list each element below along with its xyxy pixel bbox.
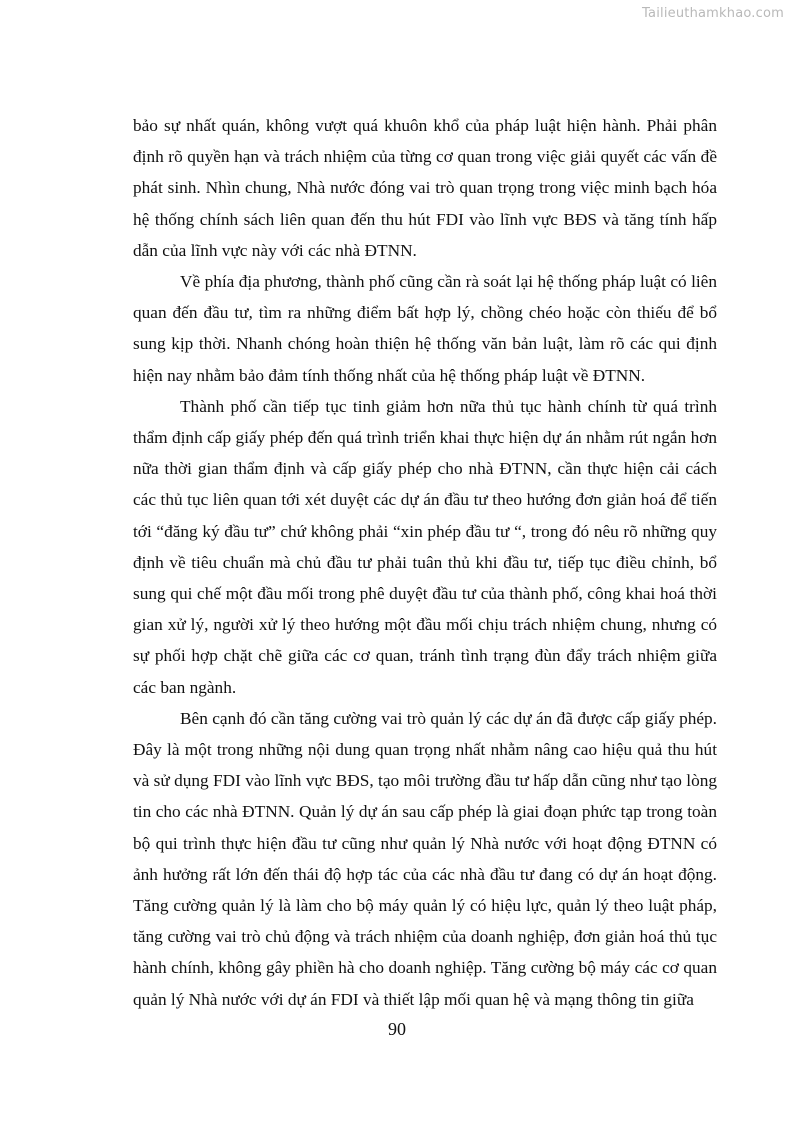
paragraph-administrative-procedures: Thành phố cần tiếp tục tinh giảm hơn nữa thủ tục hành chính từ quá trình thẩm định cấp giấy phép đến quá trình triển khai thực hiện dự án nhằm rút ngắn hơn nữa thời gian thẩm định và cấp giấy phép cho nhà ĐTNN, cần thực hiện cải cách các thủ tục liên quan tới xét duyệt các dự án đầu tư theo hướng đơn giản hoá để tiến tới “đăng ký đầu tư” chứ không phải “xin phép đầu tư “, trong đó nêu rõ những quy định về tiêu chuẩn mà chủ đầu tư phải tuân thủ khi đầu tư, tiếp tục điều chỉnh, bổ sung qui chế một đầu mối trong phê duyệt đầu tư của thành phố, công khai hoá thời gian xử lý, người xử lý theo hướng một đầu mối chịu trách nhiệm chung, nhưng có sự phối hợp chặt chẽ giữa các cơ quan, tránh tình trạng đùn đẩy trách nhiệm giữa các ban ngành. — [133, 396, 717, 697]
page-number: 90 — [388, 1019, 406, 1039]
watermark-text: Tailieuthamkhao.com — [642, 6, 784, 21]
document-body — [133, 110, 717, 1015]
paragraph-project-management: Bên cạnh đó cần tăng cường vai trò quản lý các dự án đã được cấp giấy phép. Đây là một trong những nội dung quan trọng nhất nhằm nâng cao hiệu quả thu hút và sử dụng FDI vào lĩnh vực BĐS, tạo môi trường đầu tư hấp dẫn cũng như tạo lòng tin cho các nhà ĐTNN. Quản lý dự án sau cấp phép là giai đoạn phức tạp trong toàn bộ qui trình thực hiện đầu tư cũng như quản lý Nhà nước với hoạt động ĐTNN có ảnh hưởng rất lớn đến thái độ hợp tác của các nhà đầu tư đang có dự án hoạt động. Tăng cường quản lý là làm cho bộ máy quản lý có hiệu lực, quản lý theo luật pháp, tăng cường vai trò chủ động và trách nhiệm của doanh nghiệp, đơn giản hoá thủ tục hành chính, không gây phiền hà cho doanh nghiệp. Tăng cường bộ máy các cơ quan quản lý Nhà nước với dự án FDI và thiết lập mối quan hệ và mạng thông tin giữa — [133, 708, 717, 1009]
paragraph-continuation: bảo sự nhất quán, không vượt quá khuôn khổ của pháp luật hiện hành. Phải phân định rõ quyền hạn và trách nhiệm của từng cơ quan trong việc giải quyết các vấn đề phát sinh. Nhìn chung, Nhà nước đóng vai trò quan trọng trong việc minh bạch hóa hệ thống chính sách liên quan đến thu hút FDI vào lĩnh vực BĐS và tăng tính hấp dẫn của lĩnh vực này với các nhà ĐTNN. — [133, 116, 717, 260]
paragraph-local-legal-review: Về phía địa phương, thành phố cũng cần rà soát lại hệ thống pháp luật có liên quan đến đầu tư, tìm ra những điểm bất hợp lý, chồng chéo hoặc còn thiếu để bổ sung kịp thời. Nhanh chóng hoàn thiện hệ thống văn bản luật, làm rõ các qui định hiện nay nhằm bảo đảm tính thống nhất của hệ thống pháp luật về ĐTNN. — [133, 272, 717, 385]
